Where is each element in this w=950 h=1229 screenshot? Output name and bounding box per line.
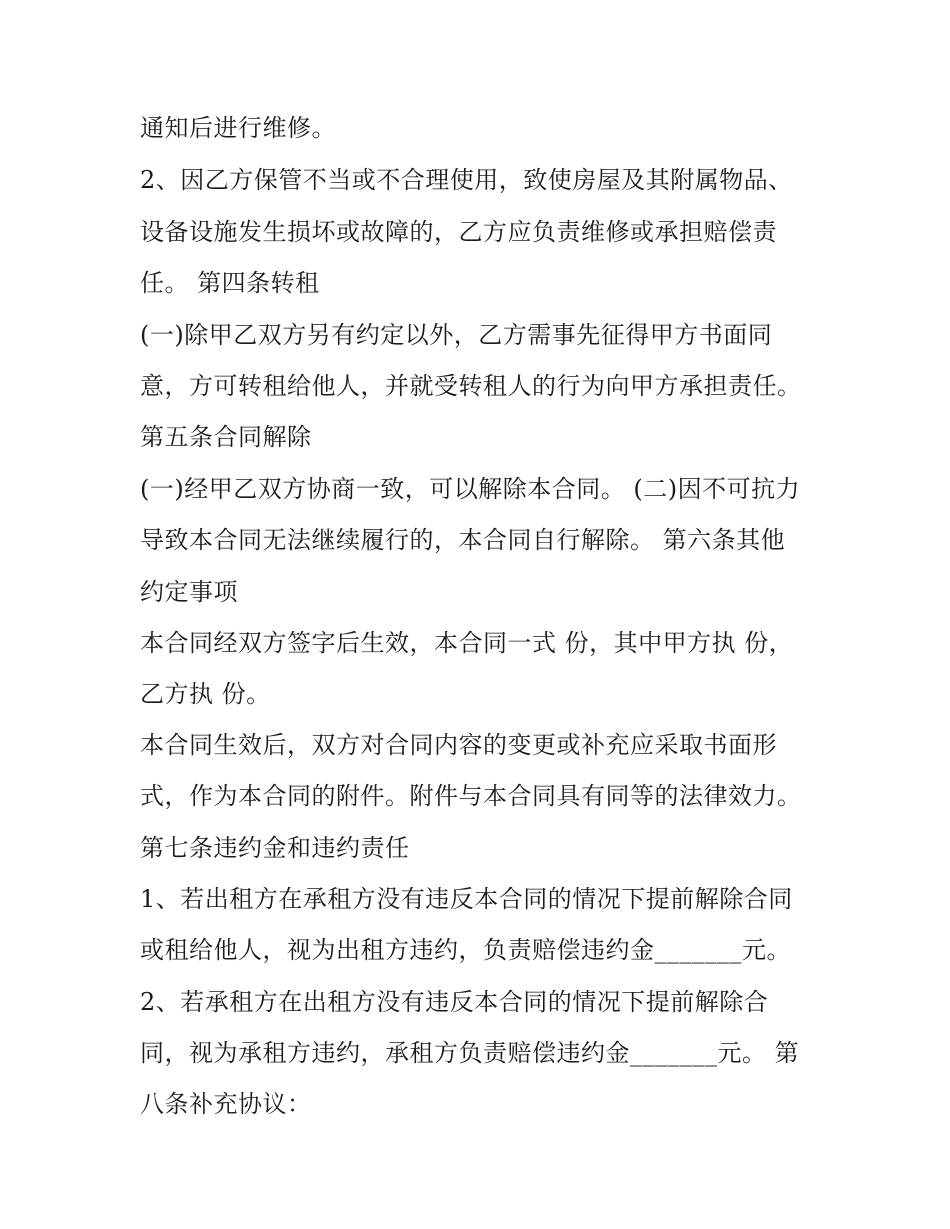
- text-line: 本合同生效后，双方对合同内容的变更或补充应采取书面形: [140, 731, 777, 759]
- section-heading: 第七条违约金和违约责任: [140, 834, 410, 862]
- text-line: 设备设施发生损坏或故障的，乙方应负责维修或承担赔偿责: [140, 218, 777, 246]
- text-line: (一)经甲乙双方协商一致，可以解除本合同。 (二)因不可抗力: [140, 475, 801, 503]
- text-line: 式，作为本合同的附件。附件与本合同具有同等的法律效力。: [140, 782, 802, 810]
- text-line: 任。 第四条转租: [140, 269, 320, 297]
- text-line: 意，方可转租给他人，并就受转租人的行为向甲方承担责任。: [140, 372, 802, 400]
- text-line: 导致本合同无法继续履行的，本合同自行解除。 第六条其他: [140, 526, 786, 554]
- section-heading: 第五条合同解除: [140, 423, 312, 451]
- text-line: 本合同经双方签字后生效，本合同一式 份，其中甲方执 份，: [140, 629, 794, 657]
- text-line: 或租给他人，视为出租方违约，负责赔偿违约金_______元。: [140, 936, 791, 964]
- text-line: 2、若承租方在出租方没有违反本合同的情况下提前解除合: [140, 988, 769, 1016]
- text-line: 通知后进行维修。: [140, 114, 336, 142]
- text-line: 约定事项: [140, 578, 238, 606]
- text-line: 2、因乙方保管不当或不合理使用，致使房屋及其附属物品、: [140, 166, 793, 194]
- text-line: 1、若出租方在承租方没有违反本合同的情况下提前解除合同: [140, 885, 793, 913]
- text-line: 乙方执 份。: [140, 680, 271, 708]
- text-line: (一)除甲乙双方另有约定以外，乙方需事先征得甲方书面同: [140, 321, 773, 349]
- text-line: 八条补充协议：: [140, 1090, 312, 1118]
- text-line: 同，视为承租方违约，承租方负责赔偿违约金_______元。 第: [140, 1039, 800, 1067]
